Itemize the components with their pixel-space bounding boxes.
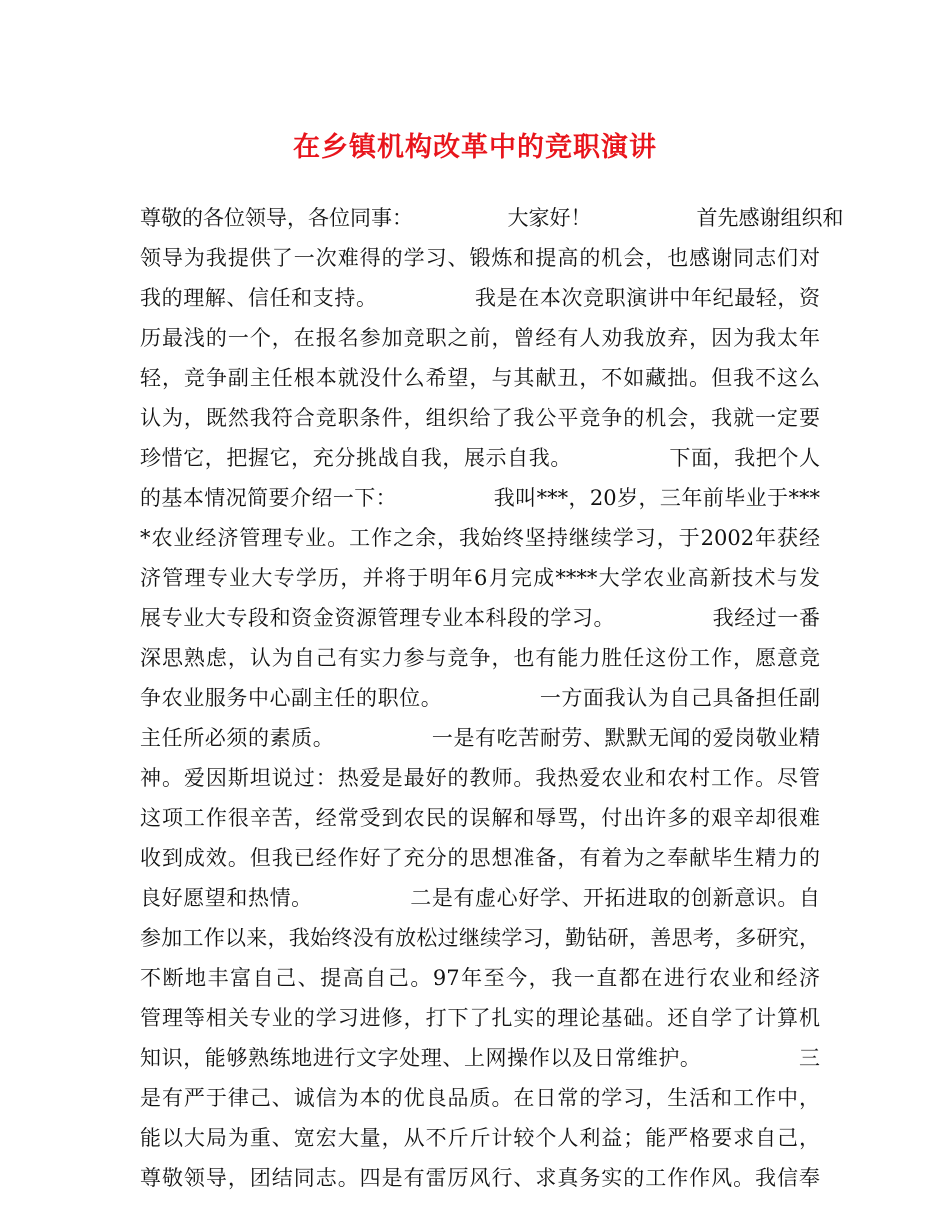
body-line: 尊敬的各位领导，各位同事： 大家好！ 首先感谢组织和 [140, 206, 844, 230]
body-line: 轻，竞争副主任根本就没什么希望，与其献丑，不如藏拙。但我不这么 [140, 366, 820, 390]
document-title: 在乡镇机构改革中的竞职演讲 [293, 132, 657, 163]
body-line: 参加工作以来，我始终没有放松过继续学习，勤钻研，善思考，多研究， [140, 926, 820, 950]
body-line: 良好愿望和热情。 二是有虚心好学、开拓进取的创新意识。自 [140, 886, 820, 910]
body-line: 尊敬领导，团结同志。四是有雷厉风行、求真务实的工作作风。我信奉 [140, 1166, 820, 1190]
body-line: 神。爱因斯坦说过：热爱是最好的教师。我热爱农业和农村工作。尽管 [140, 766, 820, 790]
body-line: 认为，既然我符合竞职条件，组织给了我公平竞争的机会，我就一定要 [140, 406, 820, 430]
body-line: 能以大局为重、宽宏大量，从不斤斤计较个人利益；能严格要求自己， [140, 1126, 820, 1150]
body-line: 收到成效。但我已经作好了充分的思想准备，有着为之奉献毕生精力的 [140, 846, 820, 870]
body-line: 主任所必须的素质。 一是有吃苦耐劳、默默无闻的爱岗敬业精 [140, 726, 820, 750]
body-line: 珍惜它，把握它，充分挑战自我，展示自我。 下面，我把个人 [140, 446, 820, 470]
body-line: 历最浅的一个，在报名参加竞职之前，曾经有人劝我放弃，因为我太年 [140, 326, 820, 350]
body-line: 济管理专业大专学历，并将于明年6月完成****大学农业高新技术与发 [140, 566, 820, 590]
body-line: 知识，能够熟练地进行文字处理、上网操作以及日常维护。 三 [140, 1046, 820, 1070]
body-line: 深思熟虑，认为自己有实力参与竞争，也有能力胜任这份工作，愿意竞 [140, 646, 820, 670]
body-line: 领导为我提供了一次难得的学习、锻炼和提高的机会，也感谢同志们对 [140, 246, 820, 270]
body-line: 不断地丰富自己、提高自己。97年至今，我一直都在进行农业和经济 [140, 966, 820, 990]
body-line: *农业经济管理专业。工作之余，我始终坚持继续学习，于2002年获经 [140, 526, 820, 550]
body-line: 这项工作很辛苦，经常受到农民的误解和辱骂，付出许多的艰辛却很难 [140, 806, 820, 830]
body-line: 的基本情况简要介绍一下： 我叫***，20岁，三年前毕业于*** [140, 486, 820, 510]
body-line: 争农业服务中心副主任的职位。 一方面我认为自己具备担任副 [140, 686, 820, 710]
body-line: 我的理解、信任和支持。 我是在本次竞职演讲中年纪最轻，资 [140, 286, 820, 310]
document-body [140, 198, 844, 1198]
body-line: 展专业大专段和资金资源管理专业本科段的学习。 我经过一番 [140, 606, 820, 630]
body-line: 管理等相关专业的学习进修，打下了扎实的理论基础。还自学了计算机 [140, 1006, 820, 1030]
body-line: 是有严于律己、诚信为本的优良品质。在日常的学习，生活和工作中， [140, 1086, 820, 1110]
